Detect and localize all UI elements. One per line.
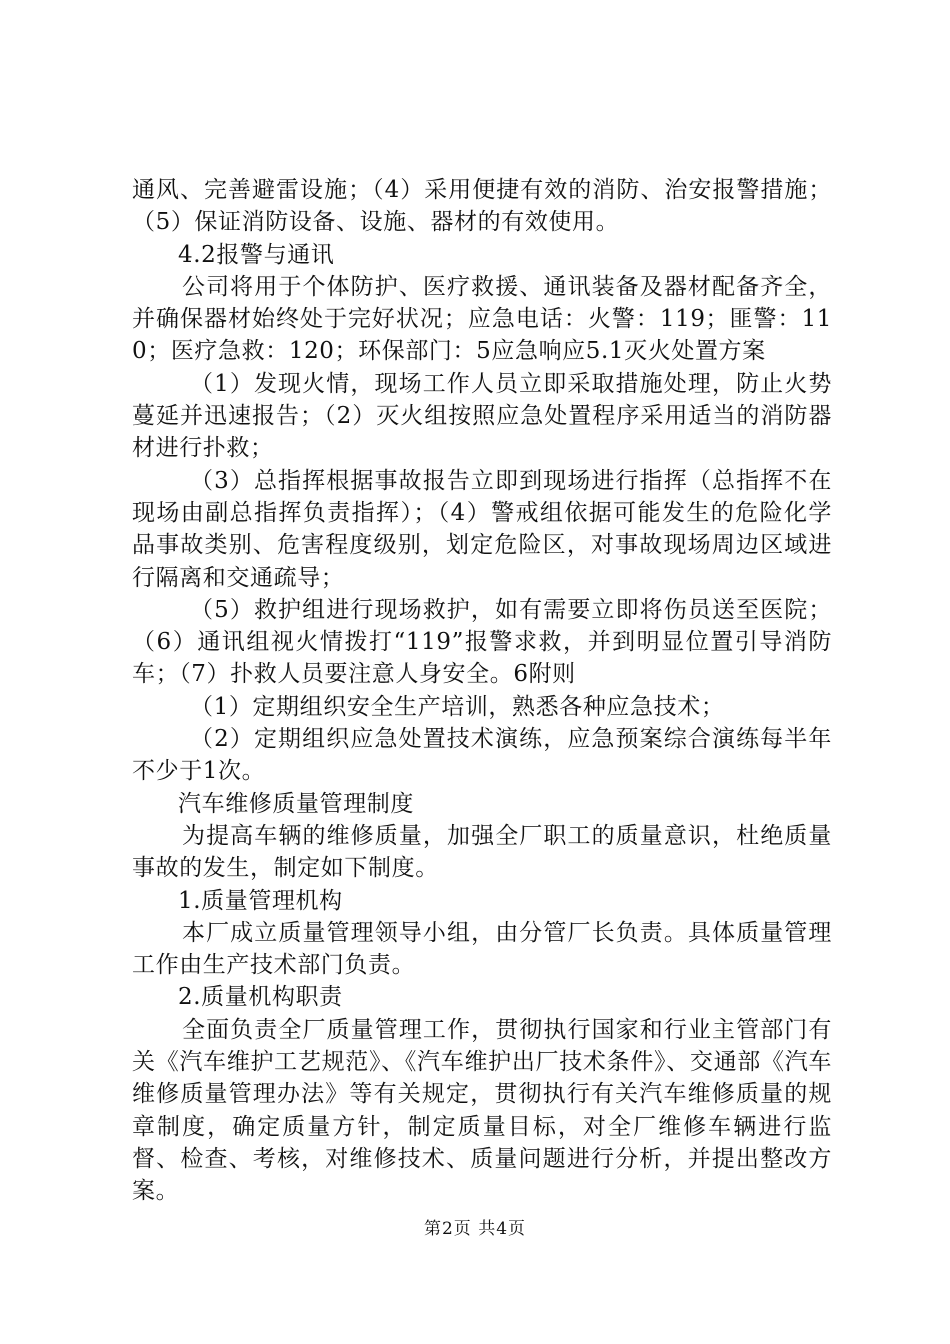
paragraph-quality-org: 本厂成立质量管理领导小组，由分管厂长负责。具体质量管理工作由生产技术部门负责。 <box>132 919 832 979</box>
heading-quality-system: 汽车维修质量管理制度 <box>178 790 414 817</box>
paragraph-quality-intro: 为提高车辆的维修质量，加强全厂职工的质量意识，杜绝质量事故的发生，制定如下制度。 <box>132 822 832 882</box>
heading-alarm-communication: 4.2报警与通讯 <box>178 241 335 268</box>
paragraph-quality-duties: 全面负责全厂质量管理工作，贯彻执行国家和行业主管部门有关《汽车维护工艺规范》、《汽车维护出厂技术条件》、交通部《汽车维修质量管理办法》等有关规定，贯彻执行有关汽车维修质量的规章制度，确定质量方针，制定质量目标，对全厂维修车辆进行监督、检查、考核，对维修技术、质量问题进行分析，并提出整改方案。 <box>132 1016 832 1205</box>
paragraph-fire-step-5-7: （5）救护组进行现场救护，如有需要立即将伤员送至医院；（6）通讯组视火情拨打“119”报警求救，并到明显位置引导消防车；（7）扑救人员要注意人身安全。6附则 <box>132 596 832 688</box>
document-body <box>132 174 832 1208</box>
heading-quality-duties: 2.质量机构职责 <box>178 984 343 1011</box>
paragraph-fire-step-1-2: （1）发现火情，现场工作人员立即采取措施处理，防止火势蔓延并迅速报告；（2）灭火组按照应急处置程序采用适当的消防器材进行扑救； <box>132 370 832 462</box>
page-number-footer: 第2页 共4页 <box>423 1219 527 1239</box>
paragraph-appendix-1: （1）定期组织安全生产培训，熟悉各种应急技术； <box>190 693 725 720</box>
paragraph-appendix-2: （2）定期组织应急处置技术演练，应急预案综合演练每半年不少于1次。 <box>132 726 832 785</box>
paragraph-fire-step-3-4: （3）总指挥根据事故报告立即到现场进行指挥（总指挥不在现场由副总指挥负责指挥）；（4）警戒组依据可能发生的危险化学品事故类别、危害程度级别，划定危险区，对事故现场周边区域进行隔离和交通疏导； <box>132 467 832 591</box>
paragraph-safety-measures: 通风、完善避雷设施；（4）采用便捷有效的消防、治安报警措施；（5）保证消防设备、设施、器材的有效使用。 <box>132 177 832 236</box>
heading-quality-org: 1.质量管理机构 <box>178 887 343 914</box>
paragraph-emergency-phones: 公司将用于个体防护、医疗救援、通讯装备及器材配备齐全，并确保器材始终处于完好状况；应急电话：火警：119；匪警：110；医疗急救：120；环保部门：5应急响应5.1灭火处置方案 <box>132 273 832 365</box>
